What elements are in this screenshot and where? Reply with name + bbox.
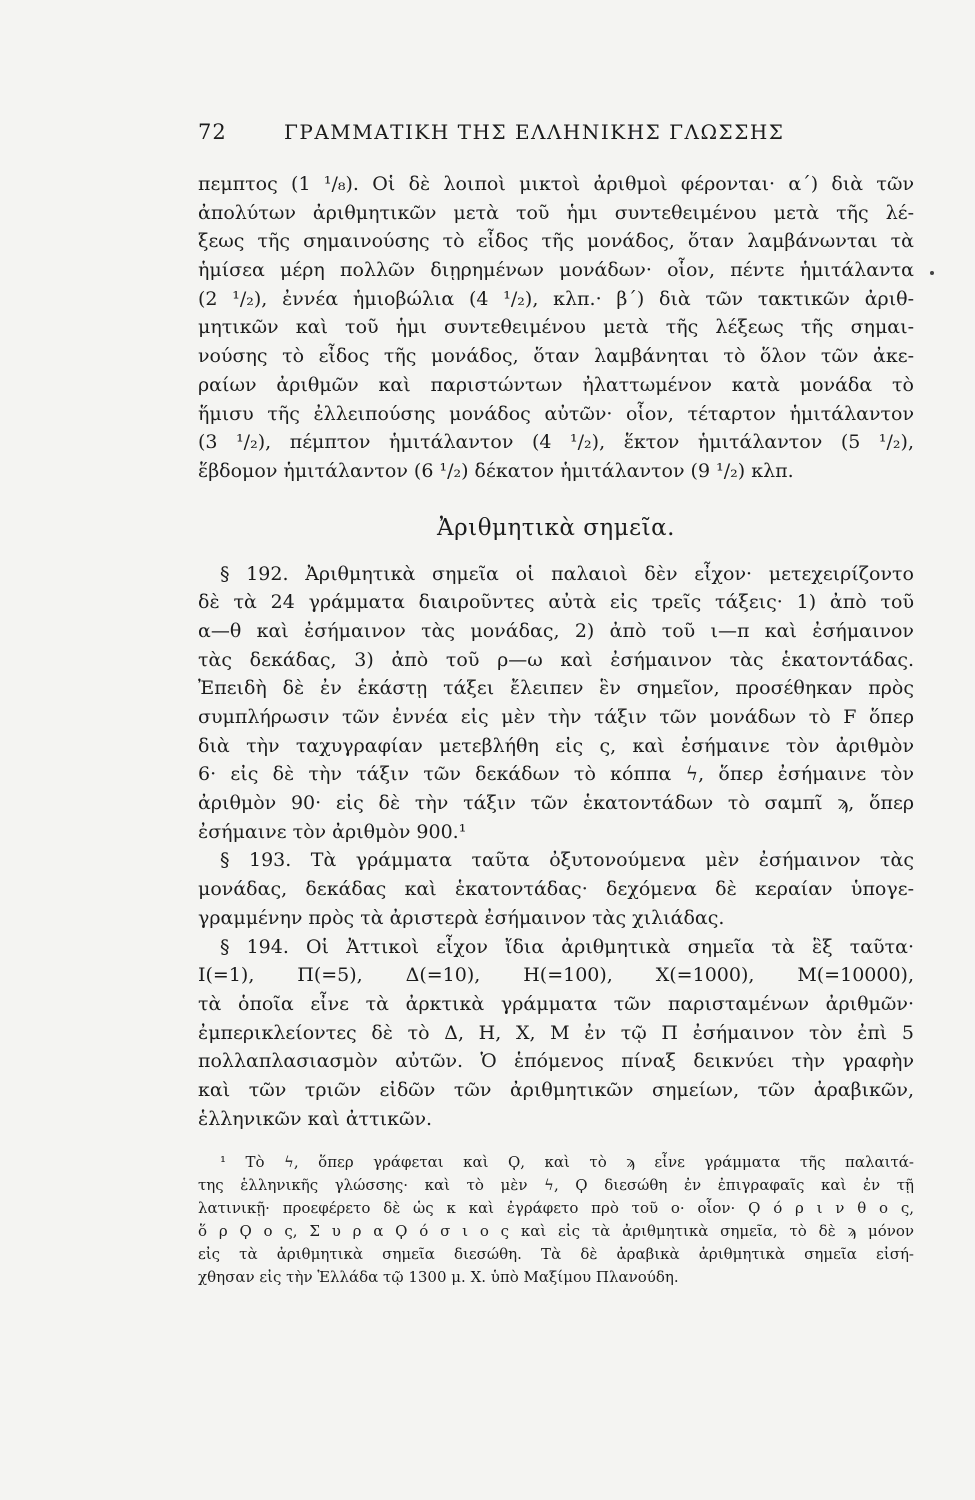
- text-line: ραίων ἀριθμῶν καὶ παριστώντων ἠλαττωμένον κατὰ μονάδα τὸ: [198, 373, 914, 396]
- paragraph-193: [198, 846, 914, 932]
- text-line: § 194. Οἱ Ἀττικοὶ εἶχον ἴδια ἀριθμητικὰ σημεῖα τὰ ἓξ ταῦτα·: [220, 935, 914, 958]
- text-line: § 192. Ἀριθμητικὰ σημεῖα οἱ παλαιοὶ δὲν εἶχον· μετεχειρίζοντο: [220, 562, 914, 585]
- text-line: (3 ¹/₂), πέμπτον ἡμιτάλαντον (4 ¹/₂), ἕκτον ἡμιτάλαντον (5 ¹/₂),: [198, 431, 914, 454]
- text-line: μητικῶν καὶ τοῦ ἡμι συντεθειμένου μετὰ τῆς λέξεως τῆς σημαι-: [198, 316, 914, 339]
- text-line: πολλαπλασιασμὸν αὐτῶν. Ὁ ἑπόμενος πίναξ δεικνύει τὴν γραφὴν: [198, 1050, 914, 1073]
- text-line: ἡμίσεα μέρη πολλῶν διῃρημένων μονάδων· οἷον, πέντε ἡμιτάλαντα: [198, 259, 914, 282]
- paragraph-192: [198, 560, 914, 847]
- text-line: διὰ τὴν ταχυγραφίαν μετεβλήθη εἰς ς, καὶ ἐσήμαινε τὸν ἀριθμὸν: [198, 734, 914, 757]
- footnote-line: ¹ Τὸ ϟ, ὅπερ γράφεται καὶ Ϙ, καὶ τὸ ϡ εἶνε γράμματα τῆς παλαιτά-: [220, 1153, 914, 1171]
- text-line: Ι(=1), Π(=5), Δ(=10), Η(=100), Χ(=1000), Μ(=10000),: [198, 964, 914, 987]
- text-line: δὲ τὰ 24 γράμματα διαιροῦντες αὐτὰ εἰς τρεῖς τάξεις· 1) ἀπὸ τοῦ: [198, 591, 914, 614]
- text-line: ἐσήμαινε τὸν ἀριθμὸν 900.¹: [198, 820, 467, 843]
- footnote-line: εἰς τὰ ἀριθμητικὰ σημεῖα διεσώθη. Τὰ δὲ ἀραβικὰ ἀριθμητικὰ σημεῖα εἰσή-: [198, 1245, 914, 1263]
- text-line: μονάδας, δεκάδας καὶ ἑκατοντάδας· δεχόμενα δὲ κεραίαν ὑπογε-: [198, 878, 914, 901]
- margin-mark: [930, 271, 934, 275]
- text-line: ἥμισυ τῆς ἐλλειπούσης μονάδος αὐτῶν· οἷον, τέταρτον ἡμιτάλαντον: [198, 402, 914, 425]
- text-line: Ἐπειδὴ δὲ ἐν ἑκάστῃ τάξει ἔλειπεν ἓν σημεῖον, προσέθηκαν πρὸς: [198, 677, 914, 700]
- text-line: πεμπτος (1 ¹/₈). Οἱ δὲ λοιποὶ μικτοὶ ἀριθμοὶ φέρονται· α΄) διὰ τῶν: [198, 173, 914, 195]
- text-line: τὰ ὁποῖα εἶνε τὰ ἀρκτικὰ γράμματα τῶν παρισταμένων ἀριθμῶν·: [198, 992, 914, 1015]
- text-line: 6· εἰς δὲ τὴν τάξιν τῶν δεκάδων τὸ κόππα ϟ, ὅπερ ἐσήμαινε τὸν: [198, 763, 914, 786]
- text-line: ἀπολύτων ἀριθμητικῶν μετὰ τοῦ ἡμι συντεθειμένου μετὰ τῆς λέ-: [198, 201, 914, 224]
- text-line: ἀριθμὸν 90· εἰς δὲ τὴν τάξιν τῶν ἑκατοντάδων τὸ σαμπῖ ϡ, ὅπερ: [198, 792, 914, 815]
- text-line: ξεως τῆς σημαινούσης τὸ εἶδος τῆς μονάδος, ὅταν λαμβάνωνται τὰ: [198, 230, 914, 253]
- section-heading: Ἀριθμητικὰ σημεῖα.: [437, 514, 675, 541]
- text-line: (2 ¹/₂), ἐννέα ἡμιοβώλια (4 ¹/₂), κλπ.· β΄) διὰ τῶν τακτικῶν ἀριθ-: [198, 287, 914, 310]
- paragraph-194: [198, 933, 914, 1134]
- running-title: ΓΡΑΜΜΑΤΙΚΗ ΤΗΣ ΕΛΛΗΝΙΚΗΣ ΓΛΩΣΣΗΣ: [284, 120, 785, 144]
- text-line: συμπλήρωσιν τῶν ἐννέα εἰς μὲν τὴν τάξιν τῶν μονάδων τὸ F ὅπερ: [198, 706, 914, 728]
- footnote-line: ὅ ρ Ϙ ο ς, Σ υ ρ α Ϙ ό σ ι ο ς καὶ εἰς τὰ ἀριθμητικὰ σημεῖα, τὸ δὲ ϡ μόνον: [198, 1222, 914, 1240]
- text-line: ἕβδομον ἡμιτάλαντον (6 ¹/₂) δέκατον ἡμιτάλαντον (9 ¹/₂) κλπ.: [198, 459, 794, 482]
- text-line: τὰς δεκάδας, 3) ἀπὸ τοῦ ρ—ω καὶ ἐσήμαινον τὰς ἑκατοντάδας.: [198, 648, 914, 671]
- text-line: καὶ τῶν τριῶν εἰδῶν τῶν ἀριθμητικῶν σημείων, τῶν ἀραβικῶν,: [198, 1078, 914, 1101]
- body-text: [198, 170, 914, 1133]
- text-line: ἑλληνικῶν καὶ ἀττικῶν.: [198, 1107, 433, 1130]
- text-line: γραμμένην πρὸς τὰ ἀριστερὰ ἐσήμαινον τὰς χιλιάδας.: [198, 906, 725, 929]
- text-line: § 193. Τὰ γράμματα ταῦτα ὀξυτονούμενα μὲν ἐσήμαινον τὰς: [220, 849, 914, 872]
- footnote-line: χθησαν εἰς τὴν Ἑλλάδα τῷ 1300 μ. Χ. ὑπὸ Μαξίμου Πλανούδη.: [198, 1268, 679, 1286]
- footnote-line: λατινικῇ· προεφέρετο δὲ ὡς κ καὶ ἐγράφετο πρὸ τοῦ ο· οἷον· Ϙ ό ρ ι ν θ ο ς,: [198, 1199, 914, 1217]
- footnotes: [198, 1151, 914, 1289]
- text-line: ἐμπερικλείοντες δὲ τὸ Δ, Η, Χ, Μ ἐν τῷ Π ἐσήμαινον τὸν ἐπὶ 5: [198, 1021, 914, 1044]
- text-line: νούσης τὸ εἶδος τῆς μονάδος, ὅταν λαμβάνηται τὸ ὅλον τῶν ἀκε-: [198, 345, 914, 368]
- page-header: [198, 120, 914, 150]
- text-line: α—θ καὶ ἐσήμαινον τὰς μονάδας, 2) ἀπὸ τοῦ ι—π καὶ ἐσήμαινον: [198, 619, 914, 642]
- page-number: 72: [198, 120, 227, 144]
- intro-paragraph: [198, 170, 914, 486]
- footnote-line: της ἑλληνικῆς γλώσσης· καὶ τὸ μὲν ϟ, Ϙ διεσώθη ἐν ἐπιγραφαῖς καὶ ἐν τῇ: [198, 1176, 914, 1194]
